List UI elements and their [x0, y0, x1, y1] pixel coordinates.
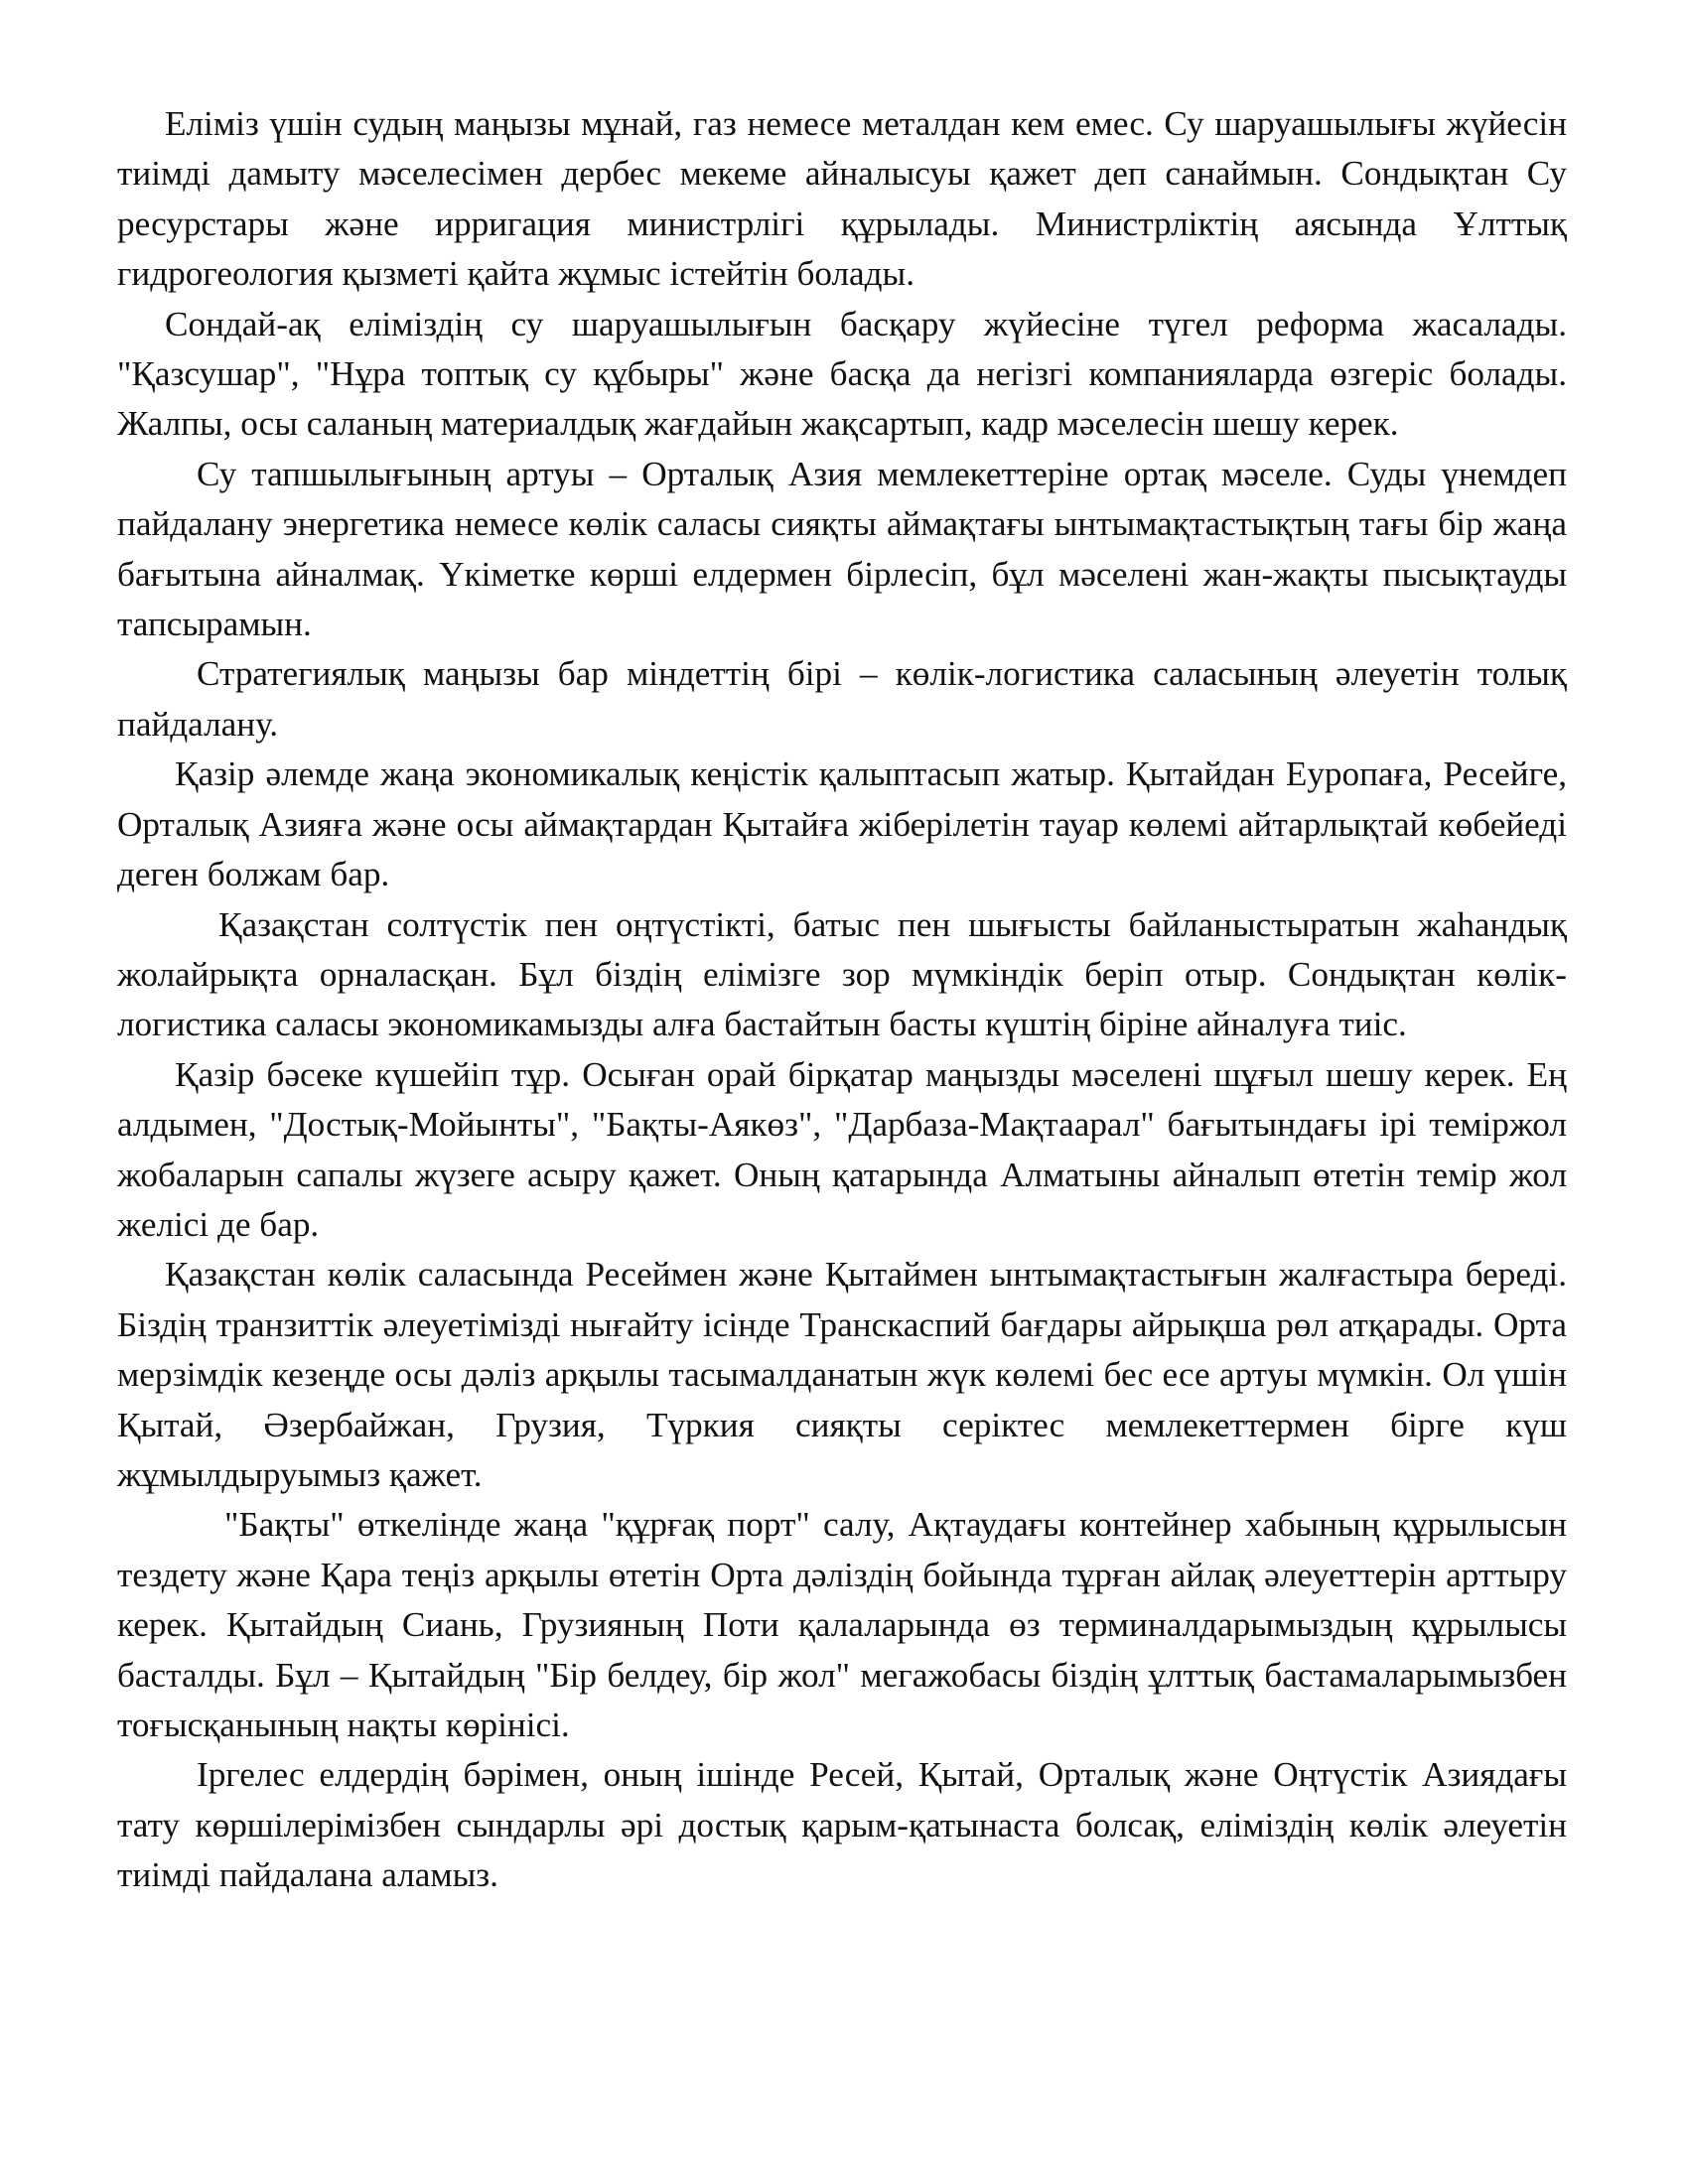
paragraph-water-importance: Еліміз үшін судың маңызы мұнай, газ немесе металдан кем емес. Су шаруашылығы жүйесін тиімді дамыту мәселесімен дербес мекеме айналысуы қажет деп санаймын. Сондықтан Су ресурстары және ирригация министрлігі құрылады. Министрліктің аясында Ұлттық гидрогеология қызметі қайта жұмыс істейтін болады. [117, 104, 1567, 294]
paragraph-water-shortage: Су тапшылығының артуы – Орталық Азия мемлекеттеріне ортақ мәселе. Суды үнемдеп пайдалану энергетика немесе көлік саласы сияқты аймақтағы ынтымақтастықтың тағы бір жаңа бағытына айналмақ. Үкіметке көрші елдермен бірлесіп, бұл мәселені жан-жақты пысықтауды тапсырамын. [117, 454, 1567, 644]
paragraph-competition: Қазір бәсеке күшейіп тұр. Осыған орай бірқатар маңызды мәселені шұғыл шешу керек. Ең алдымен, "Достық-Мойынты", "Бақты-Аякөз", "Дарбаза-Мақтаарал" бағытындағы ірі теміржол жобаларын сапалы жүзеге асыру қажет. Оның қатарында Алматыны айналып өтетін темір жол желісі де бар. [117, 1054, 1567, 1244]
paragraph-dry-port: "Бақты" өткелінде жаңа "құрғақ порт" салу, Ақтаудағы контейнер хабының құрылысын тездету және Қара теңіз арқылы өтетін Орта дәліздің бойында тұрған айлақ әлеуеттерін арттыру керек. Қытайдың Сиань, Грузияның Поти қалаларында өз терминалдарымыздың құрылысы басталды. Бұл – Қытайдың "Бір белдеу, бір жол" мегажобасы біздің ұлттық бастамаларымызбен тоғысқанының нақты көрінісі. [117, 1505, 1567, 1744]
paragraph-economic-space: Қазір әлемде жаңа экономикалық кеңістік қалыптасып жатыр. Қытайдан Еуропаға, Ресейге, Орталық Азияға және осы аймақтардан Қытайға жіберілетін тауар көлемі айтарлықтай көбейеді деген болжам бар. [117, 754, 1567, 894]
document-page [117, 99, 1567, 1901]
paragraph-crossroads: Қазақстан солтүстік пен оңтүстікті, батыс пен шығысты байланыстыратын жаһандық жолайрықта орналасқан. Бұл біздің елімізге зор мүмкіндік беріп отыр. Сондықтан көлік-логистика саласы экономикамызды алға бастайтын басты күштің біріне айналуға тиіс. [117, 904, 1567, 1044]
paragraph-neighbors: Іргелес елдердің бәрімен, оның ішінде Ресей, Қытай, Орталық және Оңтүстік Азиядағы тату көршілерімізбен сындарлы әрі достық қарым-қатынаста болсақ, еліміздің көлік әлеуетін тиімді пайдалана аламыз. [117, 1755, 1567, 1895]
paragraph-transit: Қазақстан көлік саласында Ресеймен және Қытаймен ынтымақтастығын жалғастыра береді. Біздің транзиттік әлеуетімізді нығайту ісінде Транскаспий бағдары айрықша рөл атқарады. Орта мерзімдік кезеңде осы дәліз арқылы тасымалданатын жүк көлемі бес есе артуы мүмкін. Ол үшін Қытай, Әзербайжан, Грузия, Түркия сияқты серіктес мемлекеттермен бірге күш жұмылдыруымыз қажет. [117, 1255, 1567, 1494]
paragraph-water-reform: Сондай-ақ еліміздің су шаруашылығын басқару жүйесіне түгел реформа жасалады. "Қазсушар", "Нұра топтық су құбыры" және басқа да негізгі компанияларда өзгеріс болады. Жалпы, осы саланың материалдық жағдайын жақсартып, кадр мәселесін шешу керек. [117, 304, 1567, 444]
paragraph-logistics-task: Стратегиялық маңызы бар міндеттің бірі – көлік-логистика саласының әлеуетін толық пайдалану. [117, 654, 1567, 744]
